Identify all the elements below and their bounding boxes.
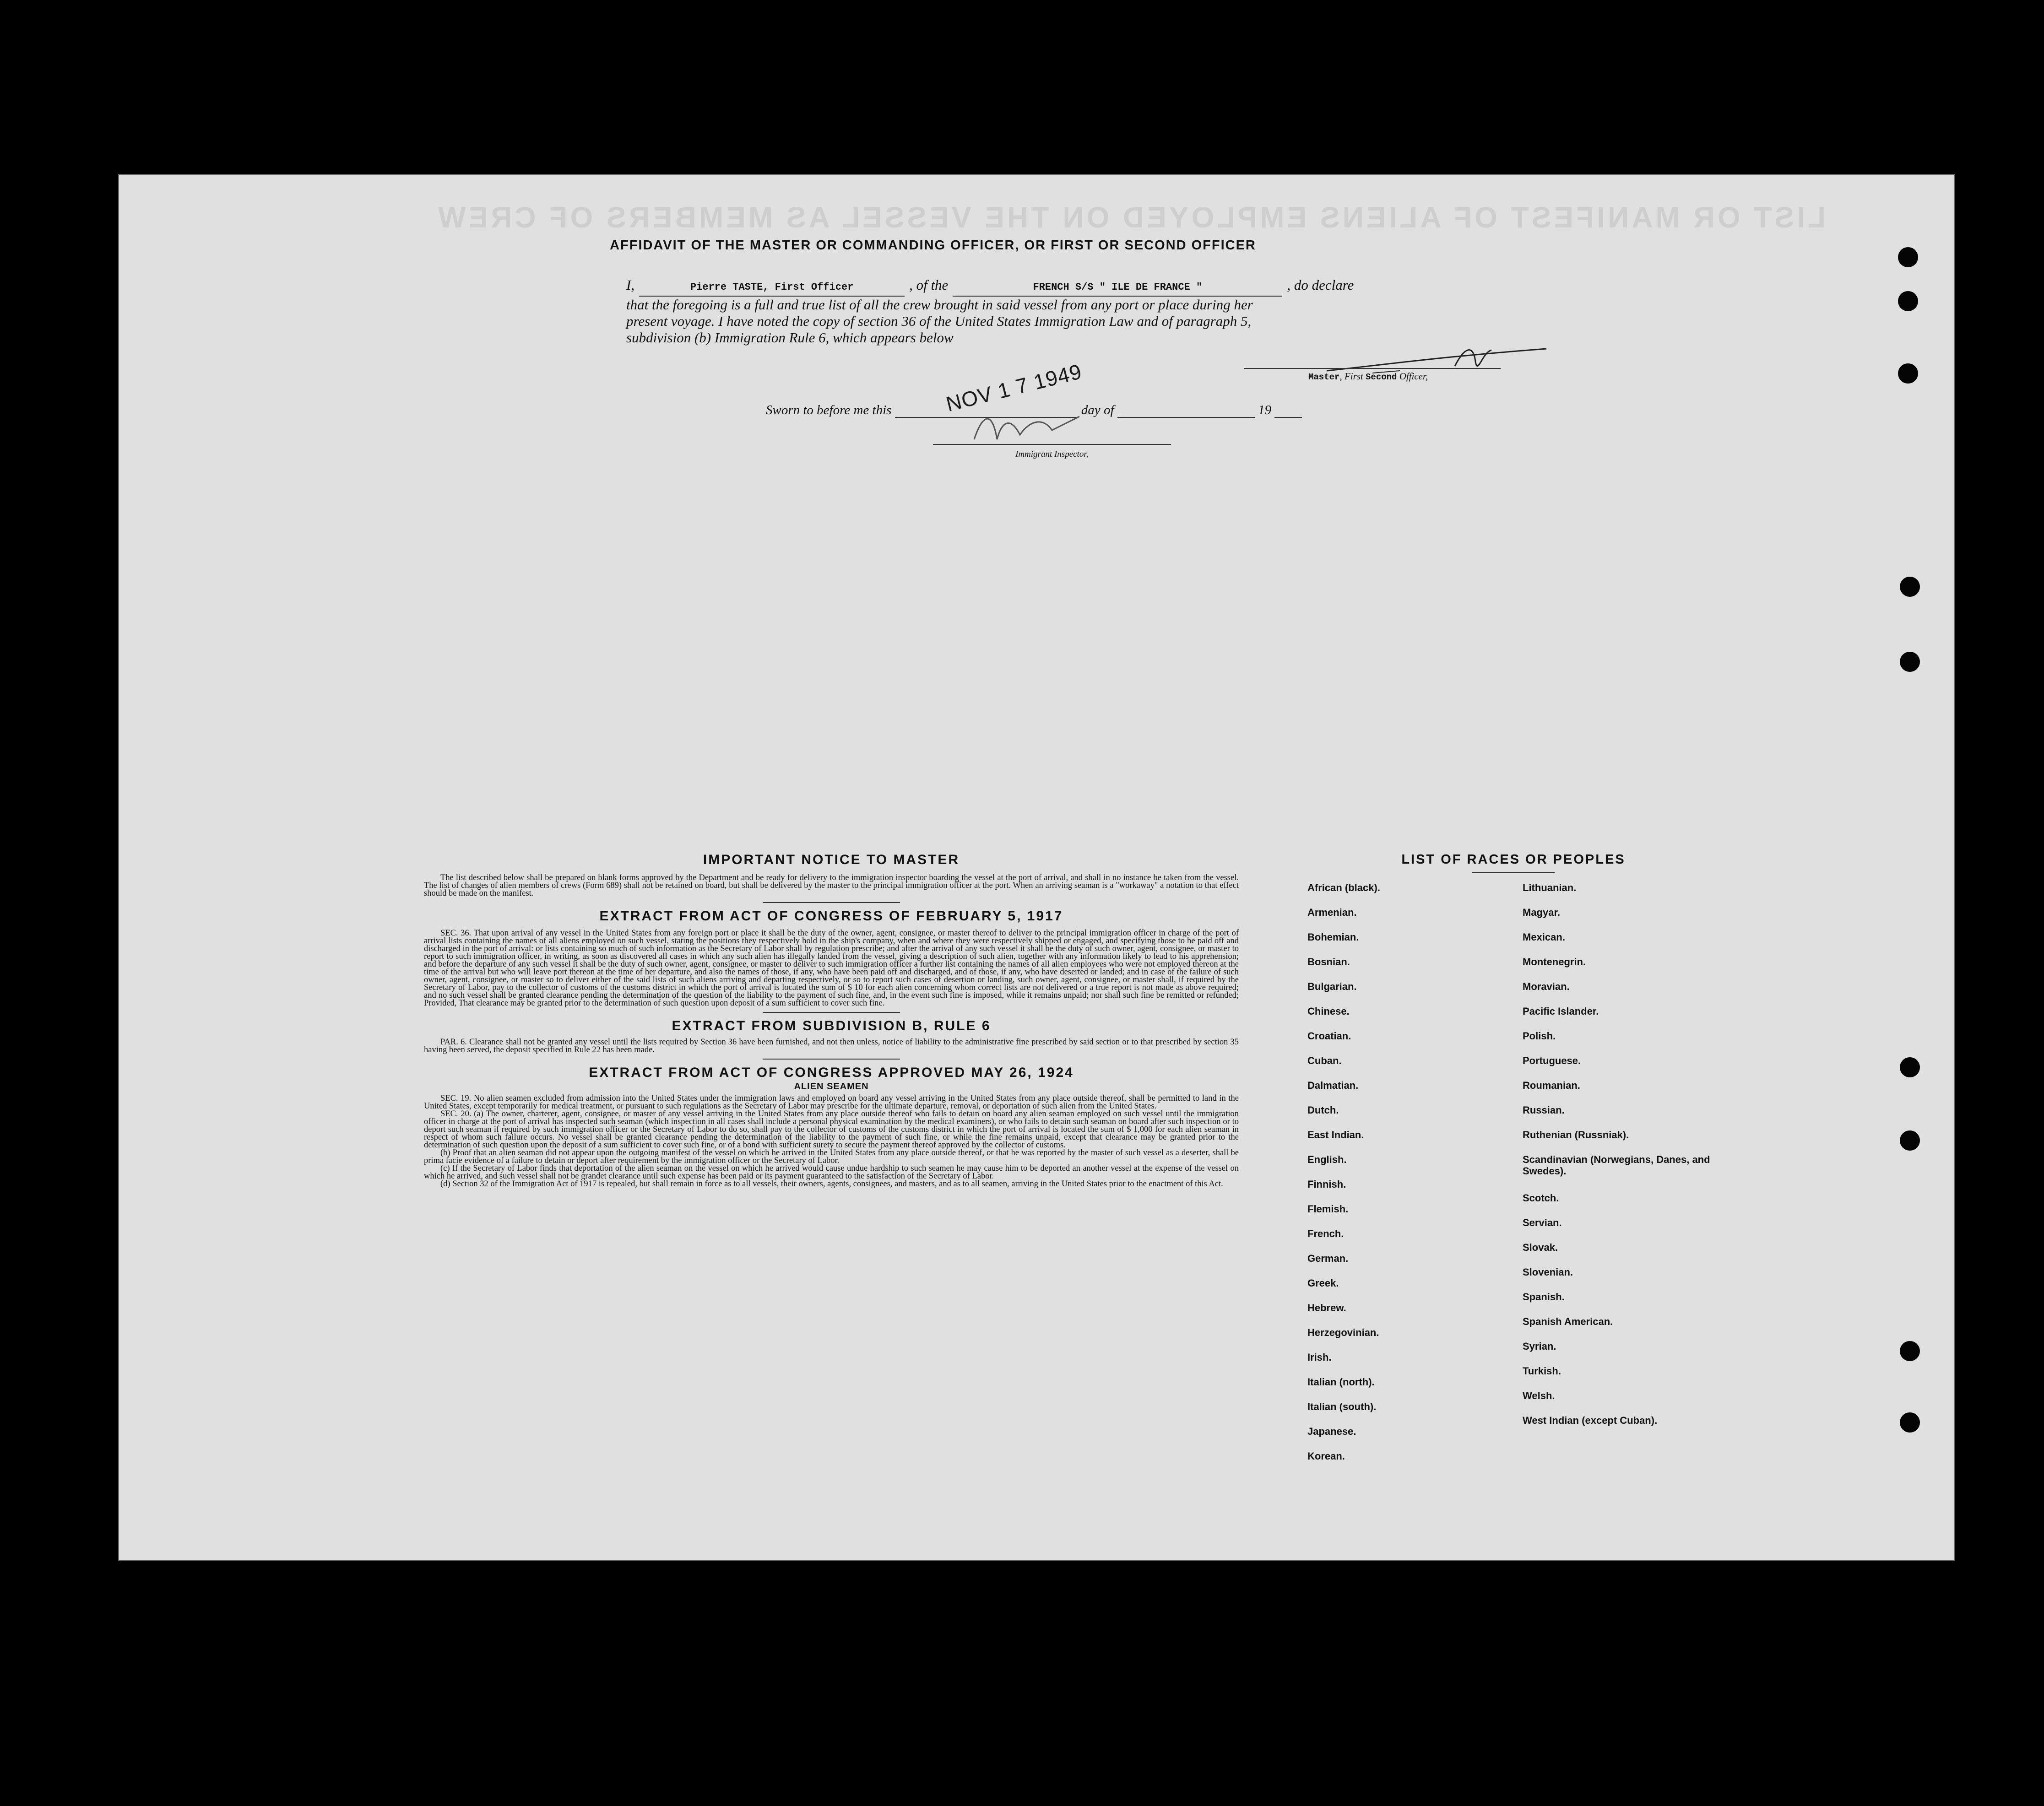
act-1924-sec20a: SEC. 20. (a) The owner, charterer, agent, consignee, or master of any vessel arriving in the United States from any place outside thereof who fails to detain on board any alien seaman employed on such vessel until the immigration officer in charge at the port of arrival has inspected such seaman (which inspection in all cases shall include a personal physical examination by the medical examiners), or who fails to detain such seaman on board after such inspection or to deport such seaman if required by such immigration officer or the Secretary of Labor to do so, shall pay to the collector of customs of the customs district in which the port of arrival is located the sum of $ 1,000 for each alien seaman in respect of whom such failure occurs. No vessel shall be granted clearance pending the determination of the liability to the payment of such fine, or while the fine remains unpaid, except that clearance may be granted prior to the determination of such question upon the deposit of a sum sufficient to cover such fine, or of a bond with sufficient surety to secure the payment thereof approved by the collector of customs.: [424, 1109, 1239, 1150]
notice-text: The list described below shall be prepared on blank forms approved by the Department and be ready for delivery to the immigration inspector boarding the vessel at the port of arrival, and shall in no instance be taken from the vessel. The list of changes of alien members of crews (Form 689) shall not be retained on board, but shall be delivered by the master to the principal immigration officer at the port. When an arriving seaman is a "workaway" a notation to that effect should be made on the manifest.: [424, 873, 1239, 898]
race-item: Moravian.: [1523, 981, 1570, 992]
divider: [1472, 872, 1555, 873]
race-item: Dalmatian.: [1307, 1080, 1359, 1091]
race-item: Russian.: [1523, 1104, 1565, 1116]
rule-6-title: EXTRACT FROM SUBDIVISION B, RULE 6: [672, 1018, 991, 1033]
alien-seamen-subtitle: ALIEN SEAMEN: [794, 1081, 869, 1092]
binder-hole: [1900, 1412, 1920, 1433]
race-item: Montenegrin.: [1523, 956, 1586, 968]
act-1924-title: EXTRACT FROM ACT OF CONGRESS APPROVED MAY 26, 1924: [589, 1065, 1074, 1080]
race-item: Flemish.: [1307, 1203, 1349, 1215]
affidavit-do-declare: , do declare: [1287, 277, 1354, 293]
race-item: Hebrew.: [1307, 1302, 1346, 1314]
races-column-2: [1523, 882, 1719, 1475]
race-item: Bosnian.: [1307, 956, 1350, 968]
binder-hole: [1900, 1130, 1920, 1151]
race-item: Pacific Islander.: [1523, 1006, 1599, 1017]
inspector-caption: Immigrant Inspector,: [1015, 449, 1089, 459]
notice-column: [424, 852, 1239, 1188]
race-item: Croatian.: [1307, 1030, 1351, 1042]
manifest-page: [118, 174, 1955, 1561]
signature-struck-second: Second: [1366, 372, 1397, 382]
inspector-line: [933, 444, 1171, 445]
act-1917-title: EXTRACT FROM ACT OF CONGRESS OF FEBRUARY 5, 1917: [599, 908, 1063, 924]
races-title: LIST OF RACES OR PEOPLES: [1401, 852, 1626, 867]
race-item: Scandinavian (Norwegians, Danes, and Swedes).: [1523, 1154, 1710, 1177]
race-item: Italian (south).: [1307, 1401, 1377, 1412]
binder-hole: [1900, 577, 1920, 597]
race-item: Cuban.: [1307, 1055, 1342, 1066]
act-1924-sec20c: (c) If the Secretary of Labor finds that deportation of the alien seaman on the vessel on which he arrived would cause undue hardship to such seamen he may cause him to be deported an another vessel at the expense of the vessel on which he arrived, and such vessel shall not be grandet clearance until such expense has been paid or its payment guaranteed to the satisfaction of the Secretary of Labor.: [424, 1164, 1239, 1181]
race-item: Ruthenian (Russniak).: [1523, 1129, 1629, 1141]
race-item: Spanish American.: [1523, 1316, 1613, 1327]
race-item: Servian.: [1523, 1217, 1562, 1228]
race-item: Turkish.: [1523, 1365, 1561, 1377]
affidavit-i: I,: [626, 277, 635, 293]
race-item: Syrian.: [1523, 1341, 1556, 1352]
race-item: Slovenian.: [1523, 1266, 1573, 1278]
race-item: Spanish.: [1523, 1291, 1565, 1303]
race-item: Armenian.: [1307, 907, 1357, 918]
rule-6-text: PAR. 6. Clearance shall not be granted any vessel until the lists required by Section 36 have been furnished, and not then unless, notice of liability to the administrative fine prescribed by said section or to that prescribed by section 35 having been served, the deposit specified in Rule 22 has been made.: [424, 1038, 1239, 1054]
race-item: Bohemian.: [1307, 931, 1359, 943]
signature-officer: Officer,: [1399, 371, 1428, 382]
signature-first: , First: [1339, 371, 1363, 382]
binder-hole: [1900, 1057, 1920, 1077]
inspector-signature: [970, 403, 1107, 449]
race-item: Polish.: [1523, 1030, 1556, 1042]
affidavit-of-the: , of the: [909, 277, 949, 293]
affidavit-line-1: [626, 277, 1496, 297]
race-item: Magyar.: [1523, 907, 1560, 918]
divider: [763, 902, 900, 903]
race-item: Chinese.: [1307, 1006, 1350, 1017]
vessel-field: FRENCH S/S " ILE DE FRANCE ": [953, 279, 1282, 297]
act-1924-sec19: SEC. 19. No alien seamen excluded from admission into the United States under the immigration laws and employed on board any vessel arriving in the United States from any place outside thereof, shall be permitted to land in the United States, except temporarily for medical treatment, or pursuant to such regulations as the Secretary of Labor may prescribe for the ultimate departure, removal, or deportation of such alien from the United States.: [424, 1094, 1239, 1111]
races-column-1: [1307, 882, 1523, 1475]
divider: [763, 1059, 900, 1060]
binder-hole: [1900, 1341, 1920, 1361]
race-item: Herzegovinian.: [1307, 1327, 1379, 1338]
race-item: Greek.: [1307, 1277, 1339, 1289]
race-item: Lithuanian.: [1523, 882, 1577, 893]
binder-hole: [1898, 247, 1918, 267]
race-item: African (black).: [1307, 882, 1380, 893]
race-item: Dutch.: [1307, 1104, 1339, 1116]
race-item: Slovak.: [1523, 1242, 1558, 1253]
race-item: Portuguese.: [1523, 1055, 1581, 1066]
signature-line: [1244, 368, 1501, 369]
act-1924-sec20b: (b) Proof that an alien seaman did not appear upon the outgoing manifest of the vessel on which he arrived in the United States from any place outside thereof, or that he was reported by the master of such vessel as a deserter, shall be prima facie evidence of a failure to detain or deport after requirement by the immigration officer or the Secretary of Labor.: [424, 1148, 1239, 1165]
race-item: Finnish.: [1307, 1179, 1346, 1190]
races-list: [1307, 852, 1719, 1475]
declarant-field: Pierre TASTE, First Officer: [639, 279, 905, 297]
bleed-through-title: LIST OR MANIFEST OF ALIENS EMPLOYED ON THE VESSEL AS MEMBERS OF CREW: [435, 201, 1826, 234]
date-stamp: NOV 1 7 1949: [943, 359, 1084, 416]
race-item: Mexican.: [1523, 931, 1565, 943]
affidavit-line-2: that the foregoing is a full and true list of all the crew brought in said vessel from any port or place during her: [626, 297, 1253, 313]
sworn-label: Sworn to before me this: [766, 403, 892, 417]
race-item: French.: [1307, 1228, 1344, 1239]
race-item: Roumanian.: [1523, 1080, 1580, 1091]
race-item: East Indian.: [1307, 1129, 1364, 1141]
year-label: 19: [1258, 403, 1272, 417]
act-1917-text: SEC. 36. That upon arrival of any vessel in the United States from any foreign port or place it shall be the duty of the owner, agent, consignee, or master thereof to deliver to the principal immigration officer in charge of the port of arrival lists containing the names of all aliens employed on such vessel, stating the positions they respectively hold in the ship's company, when and where they were respectively shipped or engaged, and specifying those to be paid off and discharged in the port of arrival: or lists containing so much of such information as the Secretary of Labor shall by regulation prescribe; and after the arrival of any such vessel it shall be the duty of such owner, agent, consignee, or master to report to such immigration officer, in writing, as soon as discovered all cases in which any such alien has illegally landed from the vessel, giving a description of such alien, together with any information likely to lead to his apprehension; and before the departure of any such vessel it shall be the duty of such owner, agent, consignee, or master to deliver to such immigration officer a further list containing the names of all alien employees who were not employed thereon at the time of the arrival but who will leave port thereon at the time of her departure, and also the names of those, if any, who have been paid off and discharged, and of those, if any, who have deserted or landed; and in case of the failure of such owner, agent, consignee, or master so to deliver either of the said lists of such aliens arriving and departing respectively, or so to report such cases of desertion or landing, such owner, agent, consignee, or master shall, if required by the Secretary of Labor, pay to the collector of customs of the customs district in which the port of arrival is located the sum of $ 10 for each alien concerning whom correct lists are not delivered or a true report is not made as above required; and no such vessel shall be granted clearance pending the determination of the question of the liability to the payment of such fine, and, in the event such fine is imposed, while it remains unpaid; nor shall such fine be remitted or refunded; Provided, That clearance may be granted prior to the determination of such question upon deposit of a sum sufficient to cover such fine.: [424, 929, 1239, 1008]
sworn-line: [766, 403, 1498, 418]
binder-hole: [1898, 363, 1918, 384]
affidavit-text: [626, 277, 1496, 346]
affidavit-line-4: subdivision (b) Immigration Rule 6, which appears below: [626, 330, 954, 346]
race-item: German.: [1307, 1253, 1349, 1264]
race-item: Korean.: [1307, 1450, 1345, 1462]
binder-hole: [1898, 291, 1918, 311]
race-item: Welsh.: [1523, 1390, 1555, 1401]
binder-hole: [1900, 652, 1920, 672]
notice-title: IMPORTANT NOTICE TO MASTER: [703, 852, 960, 867]
race-item: Italian (north).: [1307, 1376, 1375, 1388]
race-item: Japanese.: [1307, 1426, 1356, 1437]
race-item: English.: [1307, 1154, 1347, 1165]
year-blank: [1274, 417, 1302, 418]
affidavit-heading: AFFIDAVIT OF THE MASTER OR COMMANDING OFFICER, OR FIRST OR SECOND OFFICER: [610, 238, 1256, 253]
signature-struck-master: Master: [1308, 372, 1340, 382]
race-item: Irish.: [1307, 1352, 1332, 1363]
race-item: Bulgarian.: [1307, 981, 1357, 992]
signature-caption: [1308, 371, 1428, 382]
month-blank: [1117, 417, 1255, 418]
affidavit-line-3: present voyage. I have noted the copy of section 36 of the United States Immigration Law and of paragraph 5,: [626, 313, 1252, 329]
day-of-label: day of: [1081, 403, 1114, 417]
race-item: Scotch.: [1523, 1192, 1559, 1204]
race-item: West Indian (except Cuban).: [1523, 1415, 1658, 1426]
divider: [763, 1012, 900, 1013]
act-1924-sec20d: (d) Section 32 of the Immigration Act of 1917 is repealed, but shall remain in force as to all vessels, their owners, agents, consignees, and masters, and as to all seamen, arriving in the United States prior to the enactment of this Act.: [440, 1179, 1223, 1189]
